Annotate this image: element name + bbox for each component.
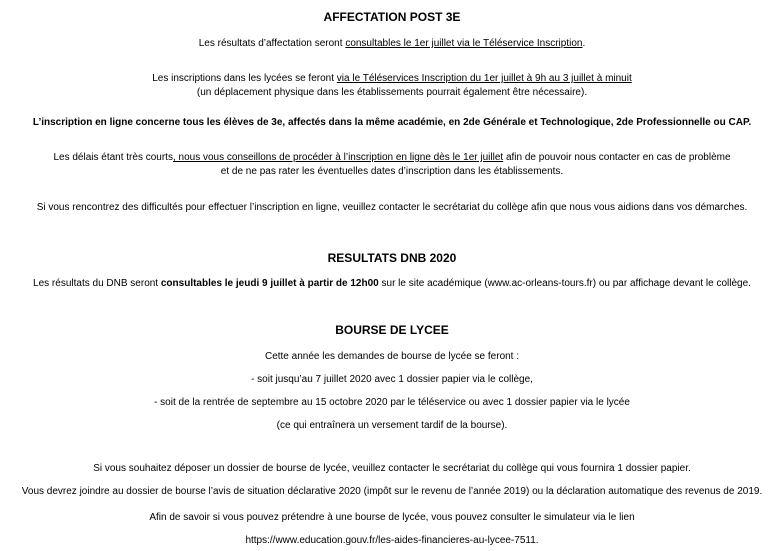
affectation-inscriptions-text bbox=[0, 72, 784, 85]
dnb-results-text bbox=[0, 277, 784, 290]
bourse-line: - soit jusqu’au 7 juillet 2020 avec 1 dossier papier via le collège, bbox=[251, 374, 533, 385]
underlined-text: , nous vous conseillons de procéder à l’inscription en ligne dès le 1er juillet bbox=[172, 152, 504, 163]
text-fragment: sur le site académique (www.ac-orleans-tours.fr) ou par affichage devant le collège. bbox=[378, 278, 751, 289]
bold-text: consultables le jeudi 9 juillet à partir de 12h00 bbox=[160, 278, 379, 289]
bourse-line: Vous devrez joindre au dossier de bourse l’avis de situation déclarative 2020 (impôt sur le revenu de l’année 2019) ou la déclaration automatique des revenus de 2019. bbox=[21, 486, 763, 497]
text-fragment: afin de pouvoir nous contacter en cas de problème bbox=[503, 152, 731, 163]
affectation-deadline-text bbox=[0, 151, 784, 164]
underlined-text: consultables le 1er juillet via le Téléservice Inscription bbox=[345, 38, 583, 49]
text-fragment: Les délais étant très courts bbox=[53, 152, 173, 163]
text-fragment: . bbox=[582, 38, 586, 49]
affectation-help-text: Si vous rencontrez des difficultés pour effectuer l’inscription en ligne, veuillez contacter le secrétariat du collège afin que nous vous aidions dans vos démarches. bbox=[36, 202, 748, 213]
affectation-title: AFFECTATION POST 3E bbox=[323, 10, 461, 24]
bourse-line: Cette année les demandes de bourse de lycée se feront : bbox=[264, 351, 520, 362]
bourse-line: Si vous souhaitez déposer un dossier de bourse de lycée, veuillez contacter le secrétariat du collège qui vous fournira 1 dossier papier. bbox=[93, 463, 691, 474]
bourse-line: Afin de savoir si vous pouvez prétendre à une bourse de lycée, vous pouvez consulter le simulateur via le lien bbox=[149, 512, 635, 523]
bourse-title: BOURSE DE LYCEE bbox=[335, 323, 449, 337]
text-fragment: Les résultats du DNB seront bbox=[33, 278, 161, 289]
affectation-results-text bbox=[0, 37, 784, 50]
text-fragment: Les inscriptions dans les lycées se feront bbox=[152, 73, 337, 84]
text-fragment: Les résultats d’affectation seront bbox=[198, 38, 346, 49]
affectation-scope-text: L’inscription en ligne concerne tous les élèves de 3e, affectés dans la même académie, en 2de Générale et Technologique, 2de Professionnelle ou CAP. bbox=[32, 117, 752, 128]
affectation-inscriptions-note: (un déplacement physique dans les établissements pourrait également être nécessaire). bbox=[196, 87, 588, 98]
dnb-title: RESULTATS DNB 2020 bbox=[327, 251, 457, 265]
affectation-deadline-text-2: et de ne pas rater les éventuelles dates d’inscription dans les établissements. bbox=[220, 166, 564, 177]
underlined-text: via le Téléservices Inscription du 1er juillet à 9h au 3 juillet à minuit bbox=[336, 73, 632, 84]
bourse-line: (ce qui entraînera un versement tardif de la bourse). bbox=[276, 420, 508, 431]
bourse-line: - soit de la rentrée de septembre au 15 octobre 2020 par le téléservice ou avec 1 dossier papier via le lycée bbox=[154, 397, 630, 408]
simulator-link[interactable]: https://www.education.gouv.fr/les-aides-financieres-au-lycee-7511. bbox=[245, 535, 539, 546]
